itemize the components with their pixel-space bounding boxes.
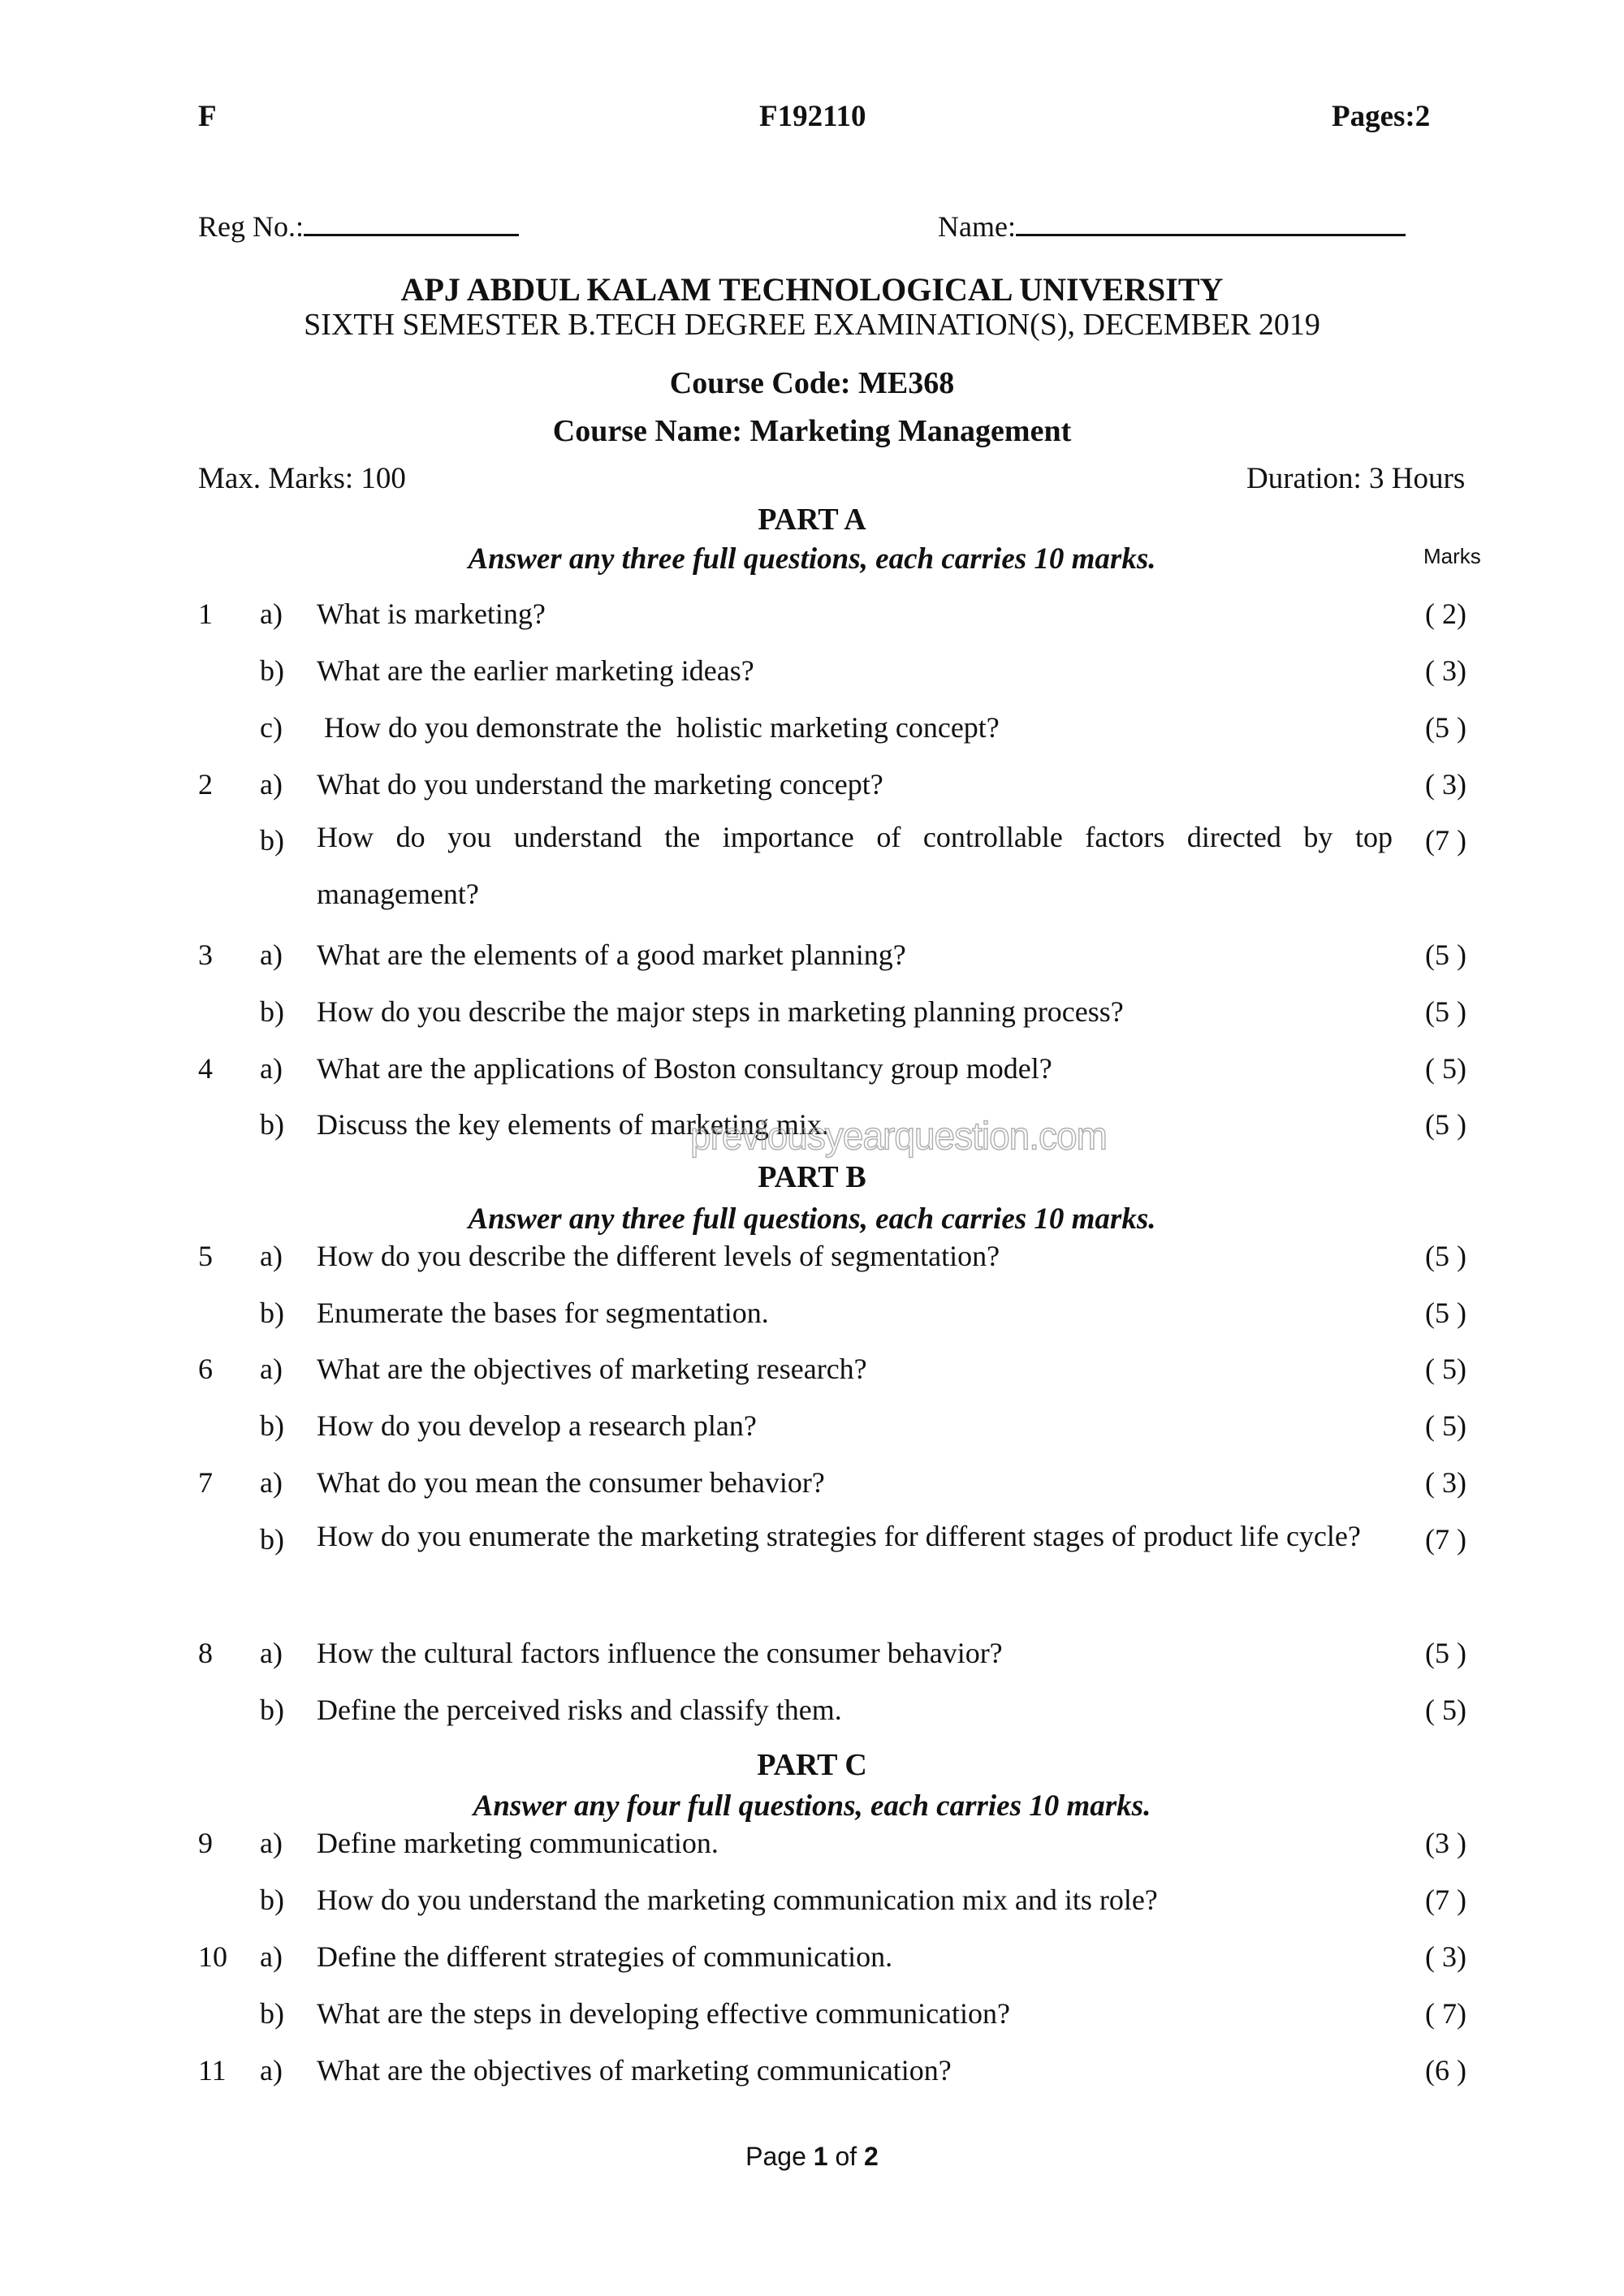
question-marks: ( 3) bbox=[1425, 654, 1466, 687]
question-marks: (6 ) bbox=[1425, 2054, 1466, 2087]
question-number: 11 bbox=[198, 2054, 227, 2087]
question-marks: (5 ) bbox=[1425, 939, 1466, 971]
question-marks: ( 3) bbox=[1425, 768, 1466, 801]
part-b-title: PART B bbox=[758, 1160, 866, 1194]
question-number: 8 bbox=[198, 1637, 213, 1669]
footer-page-total: 2 bbox=[864, 2142, 879, 2171]
sub-question-label: c) bbox=[260, 711, 283, 744]
question-number: 3 bbox=[198, 939, 213, 971]
sub-question-label: b) bbox=[260, 1884, 284, 1916]
sub-question-label: b) bbox=[260, 1409, 284, 1442]
duration: Duration: 3 Hours bbox=[1246, 462, 1466, 495]
question-marks: ( 5) bbox=[1425, 1409, 1466, 1442]
name-label: Name: bbox=[938, 210, 1016, 243]
sub-question-label: a) bbox=[260, 768, 283, 801]
question-number: 1 bbox=[198, 598, 213, 630]
sub-question-label: b) bbox=[260, 824, 284, 857]
question-marks: (5 ) bbox=[1425, 711, 1466, 744]
question-text: What is marketing? bbox=[317, 598, 546, 630]
question-number: 4 bbox=[198, 1052, 213, 1085]
question-marks: (5 ) bbox=[1425, 1108, 1466, 1141]
question-marks: ( 5) bbox=[1425, 1694, 1466, 1726]
sub-question-label: a) bbox=[260, 1637, 283, 1669]
question-marks: ( 3) bbox=[1425, 1466, 1466, 1499]
footer-of-label: of bbox=[835, 2142, 857, 2171]
sub-question-label: b) bbox=[260, 1694, 284, 1726]
header-paper-code: F192110 bbox=[759, 100, 866, 133]
question-marks: (7 ) bbox=[1425, 1523, 1466, 1556]
header-series: F bbox=[198, 100, 217, 133]
sub-question-label: a) bbox=[260, 1940, 283, 1973]
course-code: Course Code: ME368 bbox=[669, 366, 955, 400]
question-text: Define the perceived risks and classify them. bbox=[317, 1694, 842, 1726]
university-name: APJ ABDUL KALAM TECHNOLOGICAL UNIVERSITY bbox=[400, 271, 1224, 308]
exam-title: SIXTH SEMESTER B.TECH DEGREE EXAMINATION(S), DECEMBER 2019 bbox=[304, 308, 1320, 342]
sub-question-label: a) bbox=[260, 598, 283, 630]
question-text: Discuss the key elements of marketing mix. bbox=[317, 1108, 829, 1141]
sub-question-label: a) bbox=[260, 1466, 283, 1499]
question-marks: (5 ) bbox=[1425, 1637, 1466, 1669]
sub-question-label: b) bbox=[260, 1997, 284, 2030]
sub-question-label: b) bbox=[260, 1297, 284, 1329]
question-text: Define the different strategies of communication. bbox=[317, 1940, 893, 1973]
question-text: How do you describe the major steps in marketing planning process? bbox=[317, 995, 1124, 1028]
max-marks: Max. Marks: 100 bbox=[198, 462, 406, 495]
question-text: What are the elements of a good market planning? bbox=[317, 939, 906, 971]
question-text: How do you understand the importance of controllable factors directed by top management? bbox=[317, 821, 1393, 910]
question-number: 9 bbox=[198, 1827, 213, 1859]
question-marks: ( 7) bbox=[1425, 1997, 1466, 2030]
question-text: How do you understand the marketing communication mix and its role? bbox=[317, 1884, 1158, 1916]
question-text: Define marketing communication. bbox=[317, 1827, 719, 1859]
sub-question-label: b) bbox=[260, 654, 284, 687]
question-marks: (3 ) bbox=[1425, 1827, 1466, 1859]
part-a-title: PART A bbox=[758, 503, 866, 537]
sub-question-label: a) bbox=[260, 1240, 283, 1272]
question-text: What are the objectives of marketing communication? bbox=[317, 2054, 952, 2087]
question-marks: (5 ) bbox=[1425, 1297, 1466, 1329]
question-text: What are the earlier marketing ideas? bbox=[317, 654, 754, 687]
sub-question-label: a) bbox=[260, 1353, 283, 1385]
part-c-instruction: Answer any four full questions, each carries 10 marks. bbox=[473, 1789, 1151, 1823]
sub-question-label: a) bbox=[260, 939, 283, 971]
question-text: How do you enumerate the marketing strategies for different stages of product life cycle? bbox=[317, 1520, 1361, 1552]
question-number: 6 bbox=[198, 1353, 213, 1385]
question-marks: (5 ) bbox=[1425, 1240, 1466, 1272]
header-pages: Pages:2 bbox=[1332, 100, 1431, 133]
question-text: Enumerate the bases for segmentation. bbox=[317, 1297, 769, 1329]
watermark-text: previousyearquestion.com bbox=[690, 1113, 1107, 1159]
question-marks: (5 ) bbox=[1425, 995, 1466, 1028]
question-text: What do you understand the marketing concept? bbox=[317, 768, 883, 801]
question-number: 10 bbox=[198, 1940, 227, 1973]
question-marks: (7 ) bbox=[1425, 1884, 1466, 1916]
question-number: 2 bbox=[198, 768, 213, 801]
question-text: How do you develop a research plan? bbox=[317, 1409, 757, 1442]
part-c-title: PART C bbox=[757, 1748, 867, 1782]
sub-question-label: b) bbox=[260, 1108, 284, 1141]
sub-question-label: b) bbox=[260, 1523, 284, 1556]
question-number: 5 bbox=[198, 1240, 213, 1272]
sub-question-label: b) bbox=[260, 995, 284, 1028]
question-marks: (7 ) bbox=[1425, 824, 1466, 857]
part-b-instruction: Answer any three full questions, each carries 10 marks. bbox=[468, 1202, 1156, 1236]
sub-question-label: a) bbox=[260, 1052, 283, 1085]
reg-no-blank bbox=[304, 209, 519, 236]
name-blank bbox=[1016, 209, 1406, 236]
sub-question-label: a) bbox=[260, 1827, 283, 1859]
question-text: How do you demonstrate the holistic marketing concept? bbox=[317, 711, 1000, 744]
reg-no-label: Reg No.: bbox=[198, 210, 304, 243]
question-marks: ( 5) bbox=[1425, 1353, 1466, 1385]
footer-page-number: 1 bbox=[813, 2142, 828, 2171]
question-text: What are the applications of Boston consultancy group model? bbox=[317, 1052, 1052, 1085]
question-text: How the cultural factors influence the consumer behavior? bbox=[317, 1637, 1003, 1669]
name-field bbox=[938, 209, 1406, 244]
question-text: How do you describe the different levels of segmentation? bbox=[317, 1240, 1000, 1272]
question-marks: ( 3) bbox=[1425, 1940, 1466, 1973]
question-number: 7 bbox=[198, 1466, 213, 1499]
question-text: What are the steps in developing effective communication? bbox=[317, 1997, 1011, 2030]
footer-page-label: Page bbox=[745, 2142, 806, 2171]
sub-question-label: a) bbox=[260, 2054, 283, 2087]
part-a-instruction: Answer any three full questions, each carries 10 marks. bbox=[468, 542, 1156, 576]
question-marks: ( 5) bbox=[1425, 1052, 1466, 1085]
page-footer bbox=[0, 2142, 1624, 2172]
reg-no-field bbox=[198, 209, 519, 244]
course-name: Course Name: Marketing Management bbox=[552, 414, 1072, 448]
question-text: What are the objectives of marketing research? bbox=[317, 1353, 867, 1385]
question-marks: ( 2) bbox=[1425, 598, 1466, 630]
marks-column-header: Marks bbox=[1423, 544, 1481, 568]
question-text: What do you mean the consumer behavior? bbox=[317, 1466, 825, 1499]
